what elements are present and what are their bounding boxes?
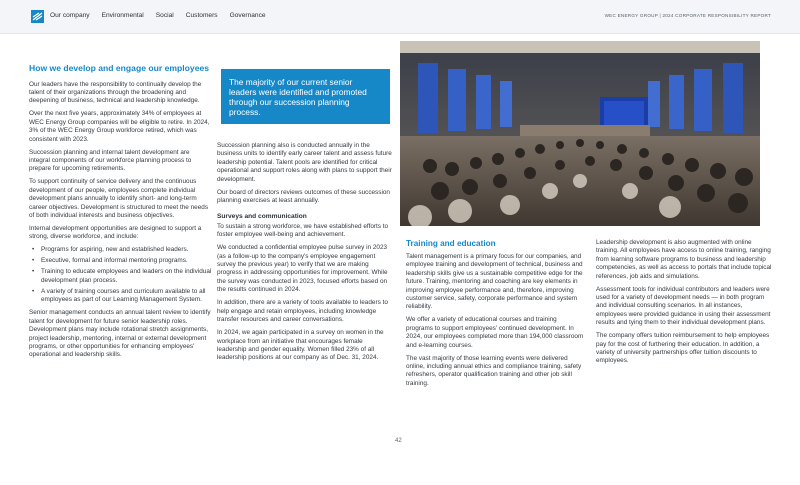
succession-callout [221, 69, 390, 124]
paragraph: Leadership development is also augmented with online training. All employees have access to online training, ranging from learning software programs to business and leadership competencies, as well as access to portals that include topical references, job aids and simulations. [596, 239, 772, 280]
nav-customers[interactable]: Customers [185, 12, 218, 19]
paragraph: In 2024, we again participated in a survey on women in the workplace from an initiative that encourages female leadership and gender equality. Women filled 23% of all leadership positions at our company as of Dec. 31, 2024. [217, 329, 384, 362]
nav-governance[interactable]: Governance [229, 12, 266, 19]
report-title: WEC ENERGY GROUP | 2024 CORPORATE RESPONSIBILITY REPORT [604, 13, 771, 18]
training-column [406, 239, 584, 393]
paragraph: We offer a variety of educational courses and training programs to support employees' continued development. In 2024, our employees completed more than 194,000 classroom and e-learning courses. [406, 316, 584, 349]
conference-audience-photo [400, 41, 760, 226]
top-navigation-bar [0, 0, 800, 34]
development-opportunities-list [29, 246, 212, 304]
nav-environmental[interactable]: Environmental [101, 12, 144, 19]
section-heading-training: Training and education [406, 239, 496, 248]
left-column [29, 64, 212, 364]
surveys-heading: Surveys and communication [217, 213, 307, 221]
wec-logo-icon[interactable] [31, 10, 44, 23]
nav-our-company[interactable]: Our company [50, 12, 90, 19]
main-nav [50, 12, 278, 19]
nav-social[interactable]: Social [155, 12, 174, 19]
list-item: • Executive, formal and informal mentoring programs. [29, 257, 212, 265]
paragraph: Senior management conducts an annual talent review to identify talent for development for future senior leadership roles. Development plans may include rotational stretch assignments, project leadership, mentoring, internal or external development programs, or other opportunities for enhancing employees' operational and leadership skills. [29, 309, 211, 359]
paragraph: Talent management is a primary focus for our companies, and employee training and development of technical, business and leadership skills give us a sustainable competitive edge for the future. Training, mentoring and coaching are key elements in improving employee performance and, therefore, improving customer service, safety, corporate performance and system reliability. [406, 253, 583, 311]
paragraph: To support continuity of service delivery and the continuous development of our people, employees complete individual development plans annually to identify short- and long-term career objectives. Development is structured to meet the needs of both individual interests and business objectives. [29, 178, 209, 220]
section-heading-develop-engage: How we develop and engage our employees [29, 63, 210, 73]
paragraph: We conducted a confidential employee pulse survey in 2023 (as a follow-up to the company's employee engagement survey the previous year) to verify that we are making progress in addressing opportunities for improvement. While the survey was conducted in 2023, focused efforts based on the results continued in 2024. [217, 244, 388, 294]
callout-text: The majority of our current senior leaders were identified and promoted through our succession planning process. [229, 77, 367, 117]
paragraph: Internal development opportunities are designed to support a strong, diverse workforce, and include: [29, 225, 202, 241]
paragraph: The company offers tuition reimbursement to help employees pay for the cost of furthering their education. In addition, a variety of university partnerships offer tuition discounts to employees. [596, 332, 770, 365]
paragraph: Succession planning and internal talent development are integral components of our workforce planning process to prepare for upcoming retirements. [29, 148, 192, 173]
right-column [596, 239, 774, 370]
middle-column [217, 142, 393, 367]
paragraph: Succession planning also is conducted annually in the business units to identify early career talent and assess future leadership potential. Talent pools are identified for critical operational and support roles along with plans to support their development. [217, 142, 392, 183]
paragraph: Our leaders have the responsibility to continually develop the talent of their organizations through the broadening and deepening of business, technical and leadership knowledge. [29, 80, 202, 105]
paragraph: Assessment tools for individual contributors and leaders were used for a variety of development needs — in both program and individual consulting scenarios. In all instances, employees were provided guidance in using their assessment results and tying them to their individual development plans. [596, 285, 771, 327]
list-item: • Training to educate employees and leaders on the individual development plan process. [29, 268, 212, 285]
paragraph: The vast majority of those learning events were delivered online, including annual ethics and compliance training, safety refreshers, operator qualification training and other job skill training. [406, 354, 582, 387]
page-number: 42 [395, 438, 402, 444]
list-item: • A variety of training courses and curriculum available to all employees as part of our Learning Management System. [29, 288, 212, 305]
paragraph: Our board of directors reviews outcomes of these succession planning exercises at least annually. [217, 188, 390, 205]
paragraph: To sustain a strong workforce, we have established efforts to foster employee well-being and achievement. [217, 222, 389, 239]
list-item: • Programs for aspiring, new and established leaders. [29, 246, 212, 254]
paragraph: In addition, there are a variety of tools available to leaders to help engage and retain employees, including knowledge transfer resources and career conversations. [217, 299, 388, 324]
paragraph: Over the next five years, approximately 34% of employees at WEC Energy Group companies will be eligible to retire. In 2024, 3% of the WEC Energy Group workforce retired, which was consistent with 2023. [29, 110, 210, 143]
